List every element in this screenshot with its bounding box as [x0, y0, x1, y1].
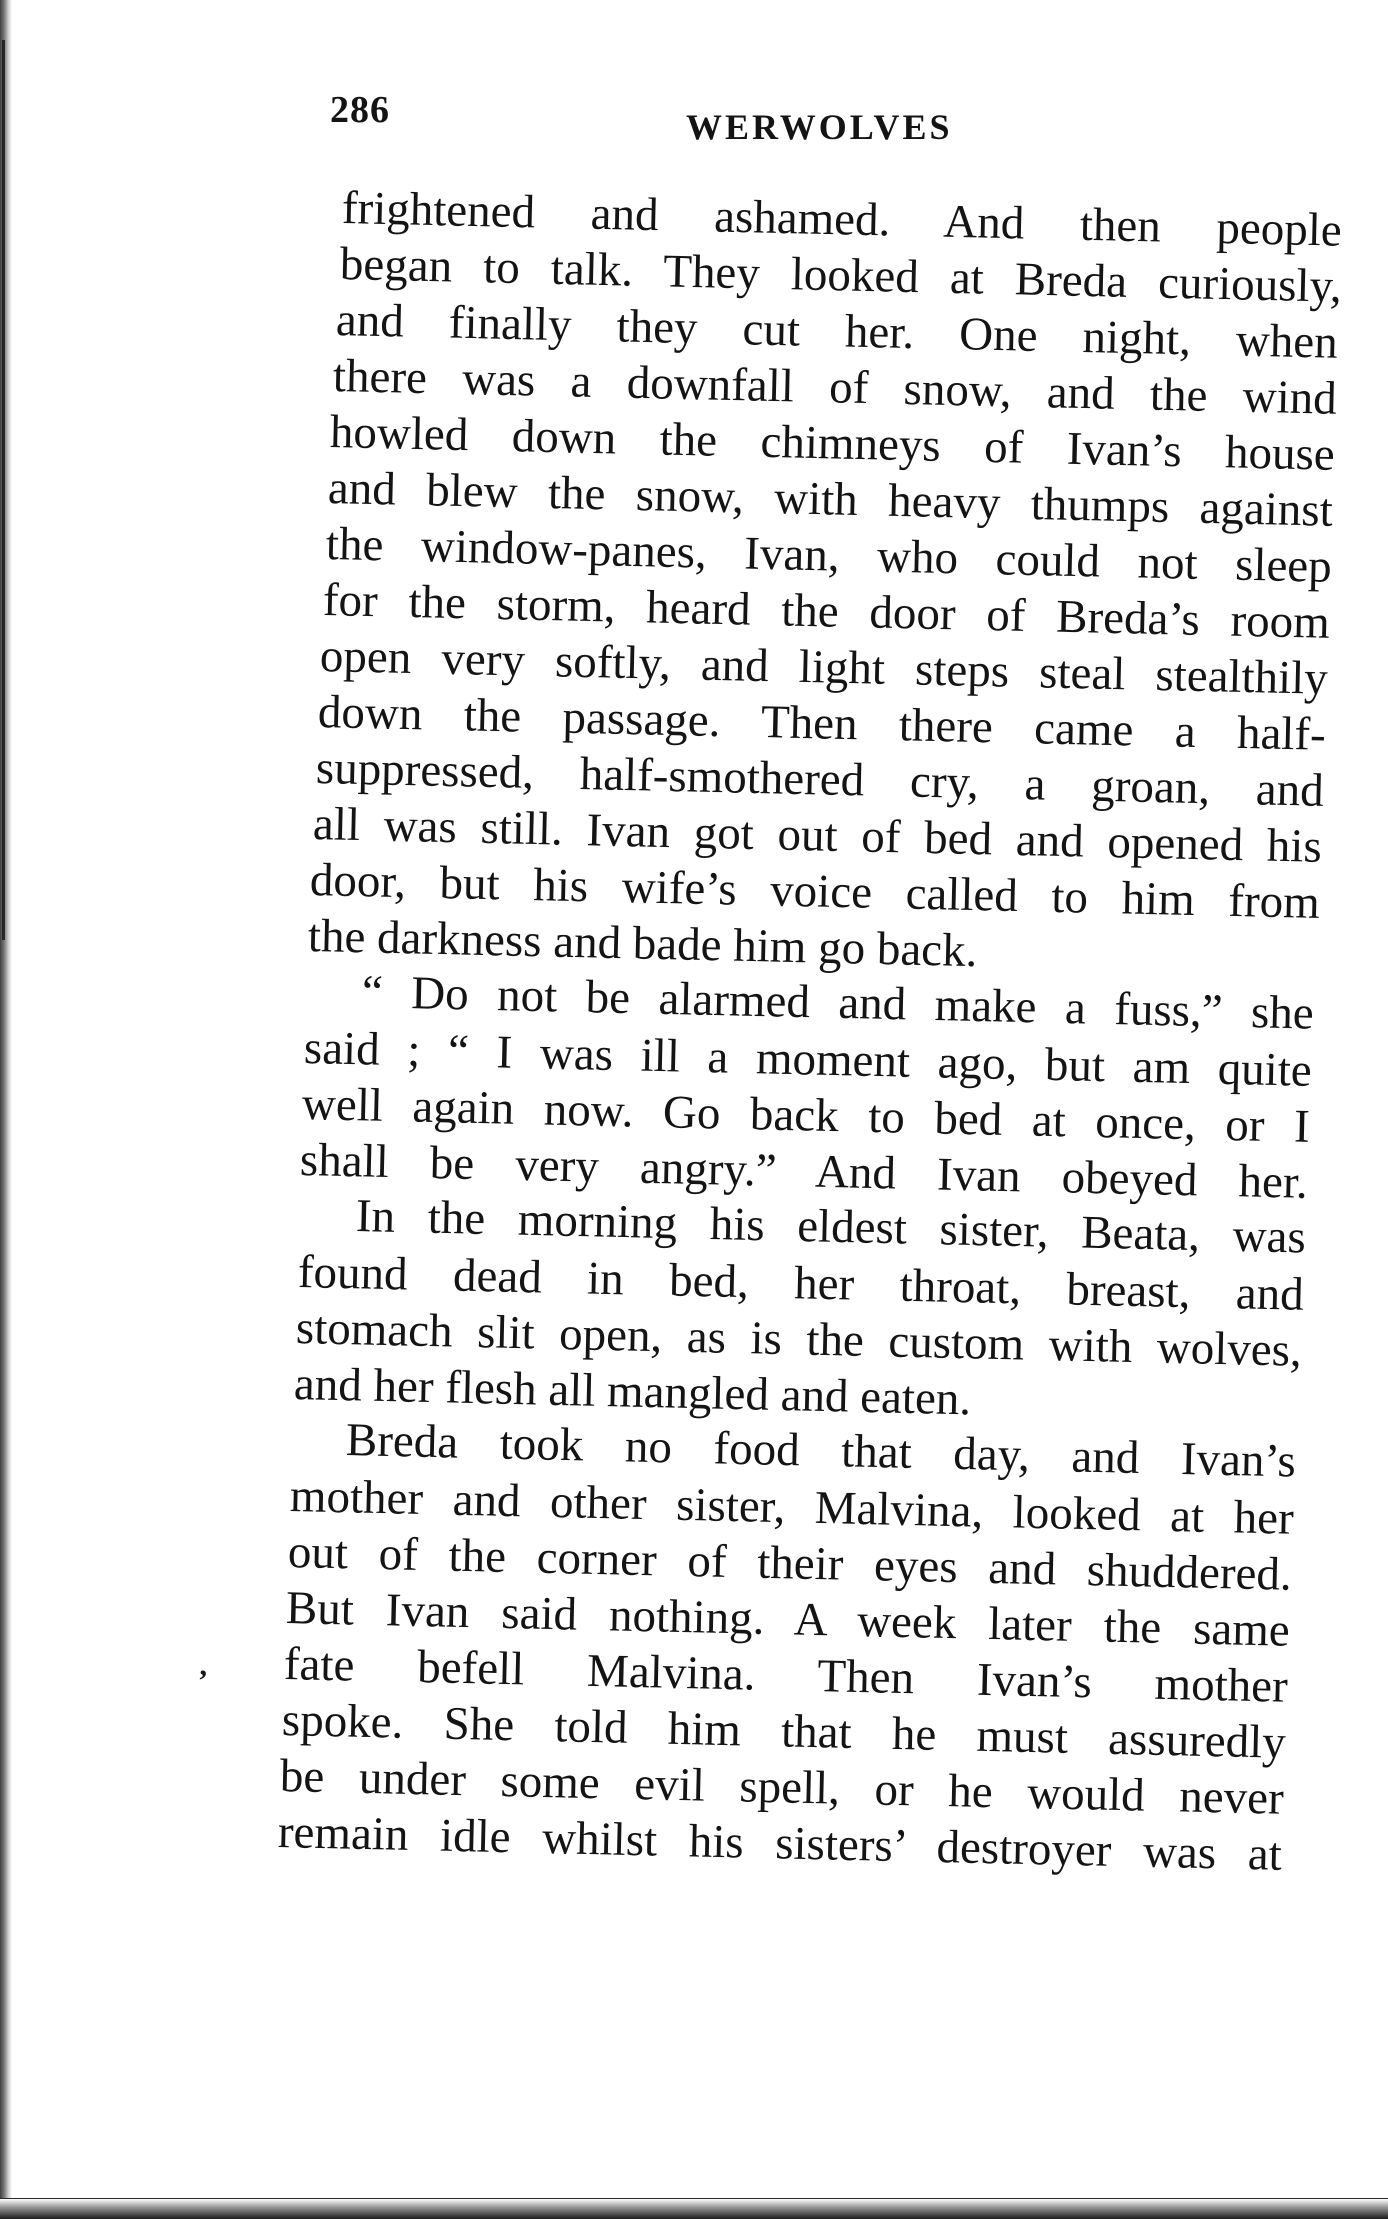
spine-edge	[2, 40, 5, 940]
text-line: open very softly, and light steps steal stealthily	[319, 630, 1329, 705]
text-line: stomach slit open, as is the custom with wolves,	[295, 1302, 1303, 1377]
text-line: “ Do not be alarmed and make a fuss,” she	[361, 966, 1315, 1040]
text-line: suppressed, half-smothered cry, a groan, and	[315, 742, 1325, 817]
text-line: and blew the snow, with heavy thumps against	[327, 462, 1334, 537]
text-line: But Ivan said nothing. A week later the same	[285, 1582, 1291, 1657]
text-line: found dead in bed, her throat, breast, and	[297, 1246, 1305, 1321]
page-number: 286	[330, 89, 390, 131]
page-bottom-edge	[0, 2199, 1388, 2219]
text-line: said ; “ I was ill a moment ago, but am quite	[303, 1022, 1313, 1097]
text-line: mother and other sister, Malvina, looked at her	[289, 1470, 1295, 1545]
text-line: door, but his wife’s voice called to him from	[309, 854, 1321, 929]
text-line: out of the corner of their eyes and shuddered.	[287, 1526, 1293, 1601]
text-line: well again now. Go back to bed at once, or I	[301, 1078, 1311, 1153]
text-line: the darkness and bade him go back.	[307, 910, 978, 978]
text-line: fate befell Malvina. Then Ivan’s mother	[283, 1638, 1289, 1713]
text-line: there was a downfall of snow, and the wind	[332, 350, 1338, 425]
text-line: all was still. Ivan got out of bed and opened his	[312, 798, 1323, 873]
text-line: In the morning his eldest sister, Beata, was	[355, 1190, 1307, 1264]
text-line: spoke. She told him that he must assuredly	[281, 1694, 1287, 1769]
text-line: Breda took no food that day, and Ivan’s	[345, 1414, 1297, 1488]
text-line: and finally they cut her. One night, when	[335, 294, 1339, 369]
text-line: remain idle whilst his sisters’ destroyer was at	[277, 1806, 1283, 1881]
text-line: howled down the chimneys of Ivan’s house	[329, 406, 1336, 481]
running-title: WERWOLVES	[686, 107, 953, 147]
text-line: began to talk. They looked at Breda curiously,	[339, 238, 1343, 313]
text-line: for the storm, heard the door of Breda’s room	[322, 574, 1331, 649]
text-line: down the passage. Then there came a half-	[317, 686, 1327, 761]
text-line: the window-panes, Ivan, who could not sleep	[325, 518, 1333, 593]
stray-mark: ’	[198, 1664, 208, 1697]
running-head	[330, 88, 1330, 158]
text-line: frightened and ashamed. And then people	[341, 182, 1343, 257]
text-line: be under some evil spell, or he would never	[279, 1750, 1285, 1825]
text-line: shall be very angry.” And Ivan obeyed her.	[299, 1134, 1309, 1209]
text-line: and her flesh all mangled and eaten.	[293, 1358, 972, 1426]
